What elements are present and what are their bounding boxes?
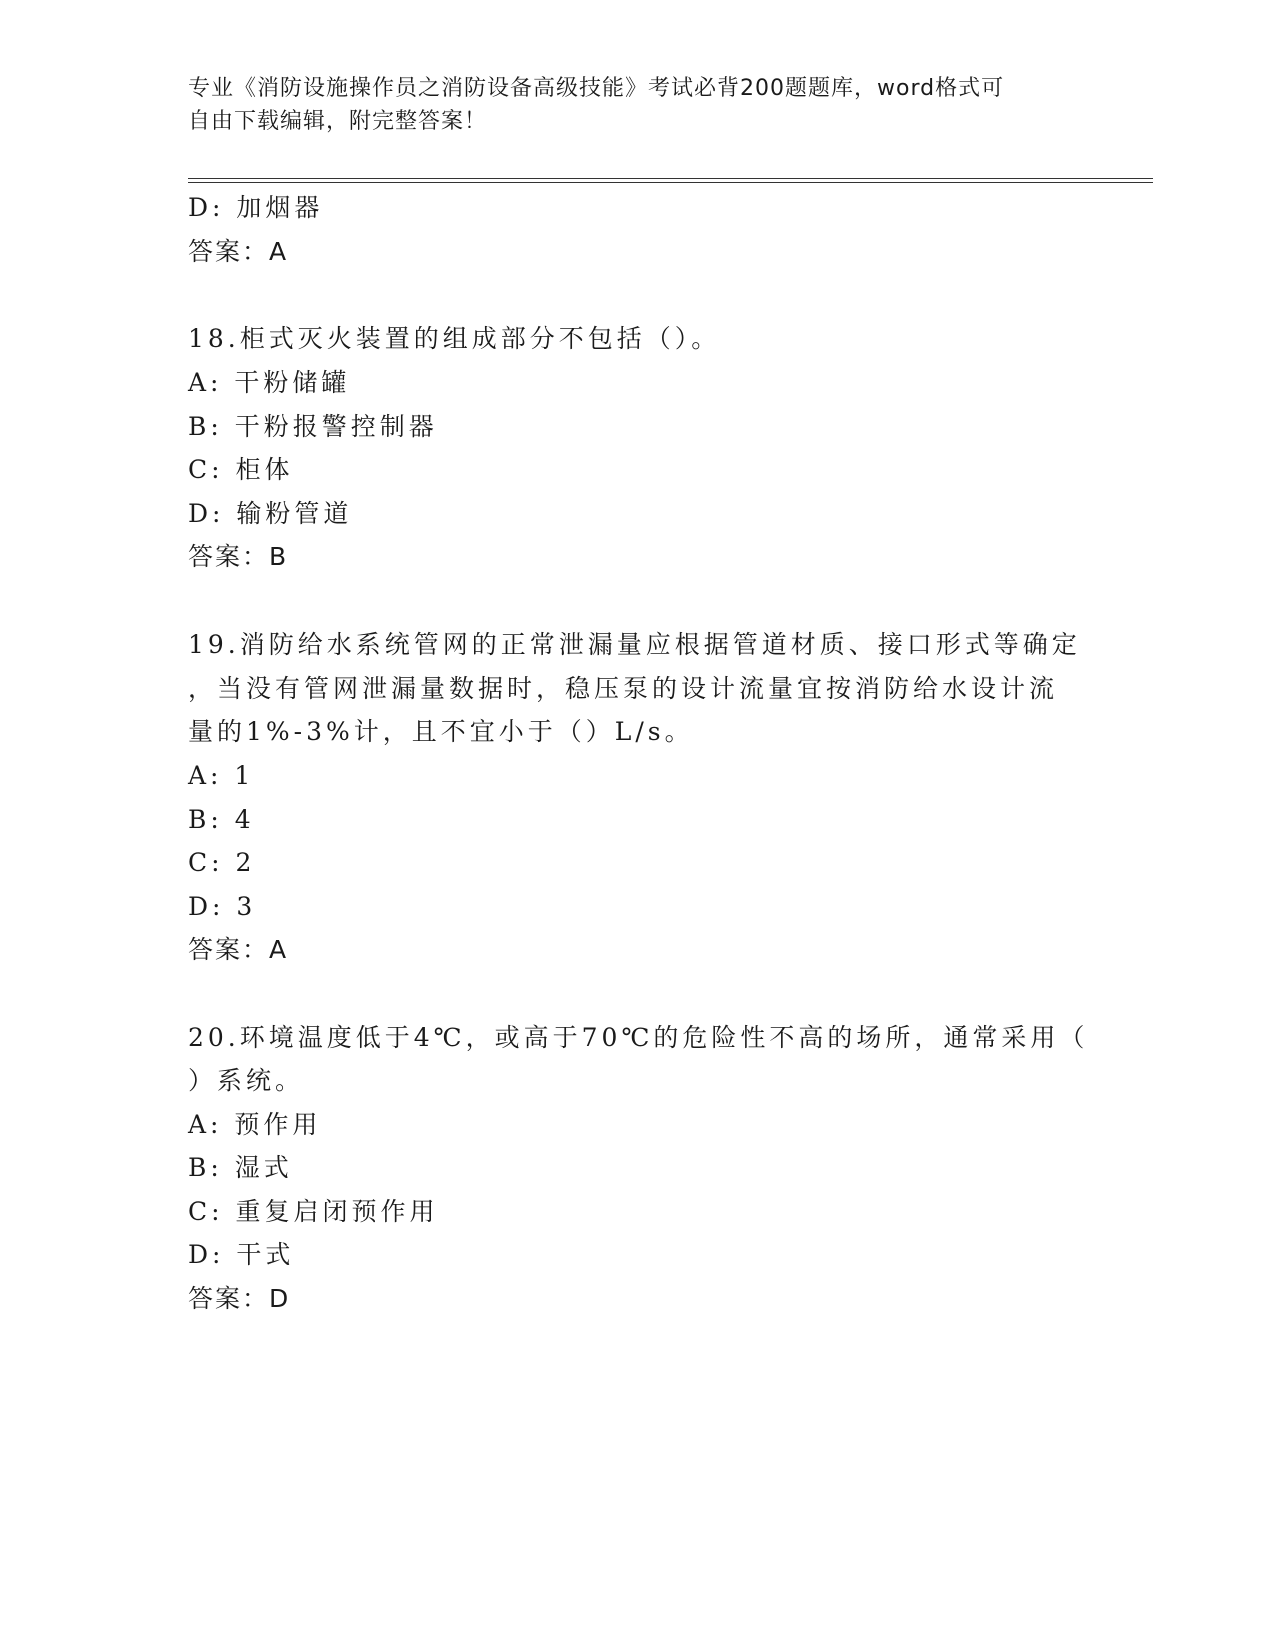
q20-question-line-1: 20.环境温度低于4℃，或高于70℃的危险性不高的场所，通常采用（ — [188, 1023, 1089, 1052]
q20-option-d: D: 干式 — [188, 1240, 295, 1269]
q18-option-c: C: 柜体 — [188, 455, 294, 484]
q18-question: 18.柜式灭火装置的组成部分不包括（）。 — [188, 324, 721, 353]
q18-option-b: B: 干粉报警控制器 — [188, 412, 438, 441]
header-line-2: 自由下载编辑，附完整答案！ — [188, 109, 488, 134]
prev-option-d: D: 加烟器 — [188, 193, 324, 222]
q19-answer: 答案：A — [188, 935, 289, 964]
q18-option-d: D: 输粉管道 — [188, 499, 353, 528]
prev-answer: 答案：A — [188, 237, 289, 266]
q19-option-d: D: 3 — [188, 892, 257, 921]
q19-option-a: A: 1 — [188, 761, 255, 790]
q19-question-line-3: 量的1%-3%计，且不宜小于（）L/s。 — [188, 717, 694, 746]
q19-question-line-2: ，当没有管网泄漏量数据时，稳压泵的设计流量宜按消防给水设计流 — [188, 674, 1059, 703]
document-header — [188, 72, 1088, 138]
q20-option-c: C: 重复启闭预作用 — [188, 1197, 439, 1226]
q20-question-line-2: ）系统。 — [188, 1066, 305, 1095]
header-divider-bottom — [188, 182, 1153, 183]
q19-option-b: B: 4 — [188, 805, 255, 834]
header-divider-top — [188, 178, 1153, 179]
q20-option-a: A: 预作用 — [188, 1110, 322, 1139]
header-line-1: 专业《消防设施操作员之消防设备高级技能》考试必背200题题库，word格式可 — [188, 76, 1005, 101]
q18-option-a: A: 干粉储罐 — [188, 368, 351, 397]
q19-question-line-1: 19.消防给水系统管网的正常泄漏量应根据管道材质、接口形式等确定 — [188, 630, 1081, 659]
q19-option-c: C: 2 — [188, 848, 256, 877]
q18-answer: 答案：B — [188, 542, 289, 571]
q20-answer: 答案：D — [188, 1284, 291, 1313]
q20-option-b: B: 湿式 — [188, 1153, 293, 1182]
